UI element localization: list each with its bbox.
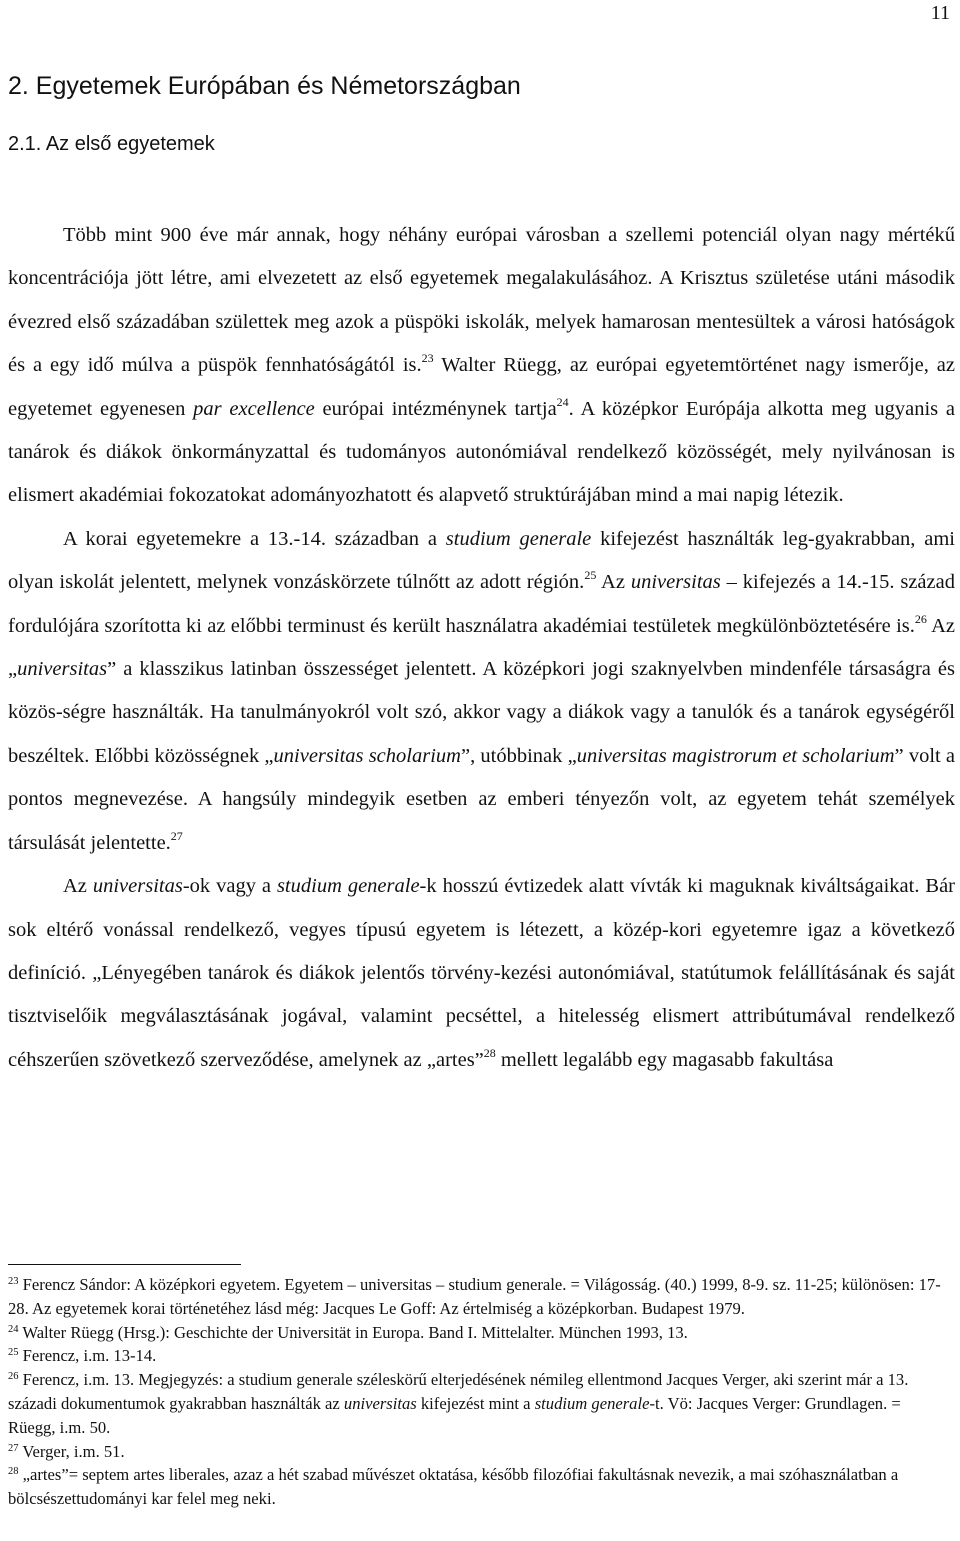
subsection-heading: 2.1. Az első egyetemek (8, 133, 215, 155)
paragraph-2: A korai egyetemekre a 13.-14. században a studium generale kifejezést használták leg-gyakrabban, ami olyan iskolát jelentett, melynek vonzáskörzete túlnőtt az adott régión.$^{25}$ Az universitas – kifejezés a 14.-15. század fordulójára szorította ki az előbbi terminust és került használatra akadémiai testületek megkülönböztetésére is.$^{26}$ Az „universitas” a klasszikus latinban összességet jelentett. A középkori jogi szaknyelvben mindenféle társaságra és közös-ségre használták. Ha tanulmányokról volt szó, akkor vagy a diákok vagy a tanulók és a tanárok egységéről beszéltek. Előbbi közösségnek „universitas scholarium”, utóbbinak „universitas magistrorum et scholarium” volt a pontos megnevezése. A hangsúly mindegyik esetben az emberi tényezőn volt, az egyetem tehát személyek társulását jelentette.$^{27}$ (8, 527, 956, 854)
footnote-ref-25[interactable]: 25 (584, 568, 597, 583)
footnote-26: $^{26}$ Ferencz, i.m. 13. Megjegyzés: a studium generale széleskörű elterjedésének némileg ellentmond Jacques Verger, aki szerint már a 13. századi dokumentumok gyakrabban használták az universitas kifejezést mint a studium generale-t. Vö: Jacques Verger: Grundlagen. = Rüegg, i.m. 50. (8, 1370, 909, 1437)
footnote-28: $^{28}$ „artes”= septem artes liberales, azaz a hét szabad művészet oktatása, később filozófiai fakultásnak nevezik, a mai szóhasználatban a bölcsészettudományi kar felel meg neki. (8, 1465, 899, 1509)
page-number: 11 (930, 2, 950, 24)
footnote-25: $^{25}$ Ferencz, i.m. 13-14. (8, 1346, 157, 1366)
footnotes (8, 1273, 948, 1511)
footnote-24: $^{24}$ Walter Rüegg (Hrsg.): Geschichte der Universität in Europa. Band I. Mittelalter. München 1993, 13. (8, 1322, 688, 1342)
footnote-ref-27[interactable]: 27 (170, 828, 183, 843)
footnote-23: $^{23}$ Ferencz Sándor: A középkori egyetem. Egyetem – universitas – studium generale. = Világosság. (40.) 1999, 8-9. sz. 11-25; különösen: 17-28. Az egyetemek korai történetéhez lásd még: Jacques Le Goff: Az értelmiség a középkorban. Budapest 1979. (8, 1275, 941, 1318)
footnote-separator (8, 1264, 241, 1265)
section-heading: 2. Egyetemek Európában és Németországban (8, 72, 521, 100)
footnote-ref-26[interactable]: 26 (914, 611, 927, 626)
paragraph-1: Több mint 900 éve már annak, hogy néhány európai városban a szellemi potenciál olyan nagy mértékű koncentrációja jött létre, ami elvezetett az első egyetemek megalakulásához. A Krisztus születése utáni második évezred első századában születtek meg azok a püspöki iskolák, melyek hamarosan mentesültek a városi hatóságok és a egy idő múlva a püspök fennhatóságától is.$^{23}$ Walter Rüegg, az európai egyetemtörténet nagy ismerője, az egyetemet egyenesen par excellence európai intézménynek tartja$^{24}$. A középkor Európája alkotta meg ugyanis a tanárok és diákok önkormányzattal és tudományos autonómiával rendelkező közösségét, mely nyilvánosan is elismert akadémiai fokozatokat adományozhatott és alapvető struktúrájában mind a mai napig létezik. (8, 224, 955, 507)
body-text (8, 214, 955, 1082)
paragraph-3: Az universitas-ok vagy a studium generale-k hosszú évtizedek alatt vívták ki maguknak kiváltságaikat. Bár sok eltérő vonással rendelkező, vegyes típusú egyetem is létezett, a közép-kori egyetemre igaz a következő definíció. „Lényegében tanárok és diákok jelentős törvény-kezési autonómiával, statútumok felállításának és saját tisztviselőik megválasztásának jogával, valamint pecséttel, a hitelesség elismert attribútumával rendelkező céhszerűen szövetkező szerveződése, amelynek az „artes”$^{28}$ mellett legalább egy magasabb fakultása (8, 875, 955, 1071)
footnote-ref-23[interactable]: 23 (421, 351, 434, 366)
footnote-27: $^{27}$ Verger, i.m. 51. (8, 1441, 125, 1461)
footnote-ref-24[interactable]: 24 (556, 394, 569, 409)
footnote-ref-28[interactable]: 28 (483, 1045, 496, 1060)
